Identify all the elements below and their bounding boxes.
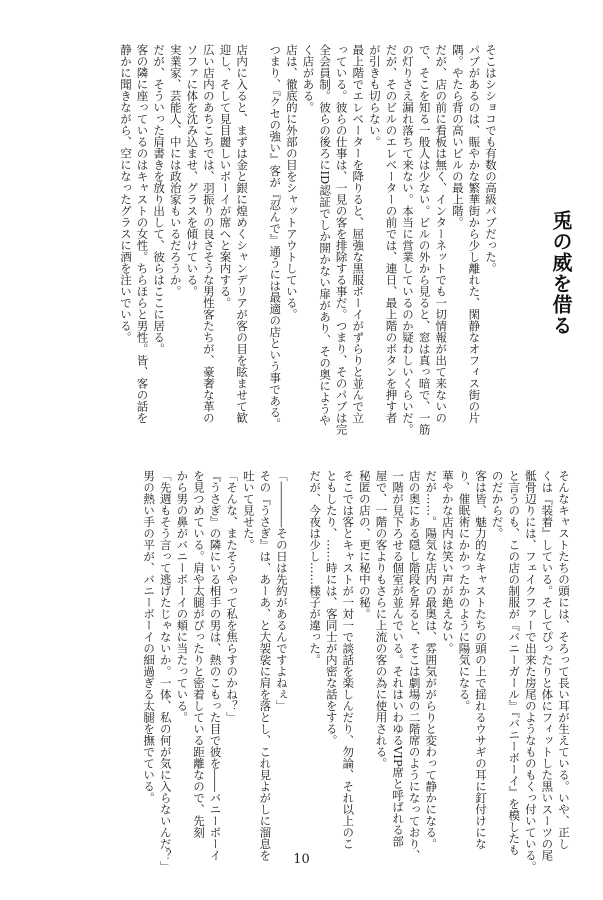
text-line: だが、そのビルのエレベーターの前では、連日、最上階のボタンを押す者	[384, 44, 399, 424]
text-line: り、催眠術にかかったかのように陽気になる。	[457, 470, 472, 712]
page-number: 10	[293, 852, 310, 867]
text-line: 迎し、そして見目麗しいボーイが席へと案内する。	[218, 44, 233, 309]
text-line: 客は皆、魅力的なキャストたちの頭の上で揺れるウサギの耳に釘付けにな	[474, 470, 489, 850]
text-line: 屋で、一階の客よりもさらに上流の客の為に使用される。	[374, 470, 389, 769]
text-line: の灯りさえ漏れ落ちて来ない。本当に営業しているのか疑わしいくらいだ。	[401, 44, 416, 435]
text-line: だが、店の前に看板は無く、インターネットでも一切情報が出て来ないの	[434, 44, 449, 424]
text-line: 『うさぎ』の隣にいる相手の男は、熱のこもった目で彼を――バニーボーイ	[208, 470, 223, 861]
text-line: 秘匿の店の、更に秘中の秘。	[357, 470, 372, 620]
text-line: 広い店内のあちこちでは、羽振りの良さそうな男性客たちが、豪奢な革の	[201, 44, 216, 424]
text-line: だが……。陽気な店内の最奥は、雰囲気ががらりと変わって静かになる。	[424, 470, 439, 850]
upper-text-block	[74, 44, 499, 435]
text-line: っている。彼らの仕事は、一見の客を排除する事だ。つまり、そのパブは完	[334, 44, 349, 435]
text-line: 骶骨辺りには、フェイクファーで出来た房尾のようなものもくっ付いている。	[523, 470, 538, 873]
text-line: ソファに体を沈み込ませ、グラスを傾けている。	[185, 44, 200, 297]
text-line: 店内に入ると、まずは金と銀に煌めくシャンデリアが客の目を眩ませて歓	[235, 44, 250, 424]
text-line: そこはシショコでも有数の高級パブだった。	[484, 44, 498, 274]
text-line: 「――――その日は先約があるんですよねぇ」	[274, 470, 289, 712]
text-line: く店がある。	[301, 44, 316, 113]
text-line: そんなキャストたちの頭には、そろって長い耳が生えている。いや、正し	[557, 470, 571, 850]
text-line: 店は、徹底的に外部の目をシャットアウトしている。	[284, 44, 299, 320]
text-line: 男の熱い手の平が、バニーボーイの細過ぎる太腿を撫でている。	[142, 470, 157, 804]
text-line: つまり、『クセの強い』客が『忍んで』通うには最適の店という事である。	[268, 44, 283, 430]
text-line: 吐いて見せた。	[241, 470, 256, 551]
text-line: 一階が見下ろせる個室が並んでいる。それはいわゆるVIP席と呼ばれる部	[391, 470, 406, 848]
text-line: を見つめている。肩や太腿がぴったりと密着している距離なので、先刻	[191, 470, 206, 838]
text-line: 静かに聞きながら、空になったグラスに酒を注いでいる。	[118, 44, 133, 343]
text-line: 店の奥にある隠し階段を昇ると、そこは劇場の二階席のようになっており、	[407, 470, 422, 861]
text-line: のだからだ。	[490, 470, 505, 539]
text-line: 「そんな、またそうやって私を焦らすのかね？」	[225, 470, 240, 723]
text-line: その『うさぎ』は、あーあ、と大袈裟に肩を落とし、これ見よがしに溜息を	[258, 470, 273, 861]
text-line: だが、そういった肩書きを放り出して、彼らはここに居る。	[152, 44, 167, 355]
text-line: と言うのも、この店の制服が『バニーガール』『バニーボーイ』を模したも	[507, 470, 522, 856]
text-line: 隅。やたら背の高いビルの最上階。	[450, 44, 465, 228]
text-line: だが、今夜は少し……様子が違った。	[308, 470, 323, 666]
text-line: 実業家、芸能人、中には政治家もいるだろうか。	[168, 44, 183, 297]
chapter-title: 兎の威を借る	[549, 210, 573, 336]
text-line: 全会員制。彼らの後ろにID認証でしか開かない扉があり、その奥にようや	[318, 44, 333, 426]
text-line: パブがあるのは、賑やかな繁華街から少し離れた、閑静なオフィス街の片	[467, 44, 482, 424]
text-line: くは『装着』している。そしてぴったりと体にフィットした黒いスーツの尾	[540, 470, 555, 861]
text-line: 「先週もそう言って逃げたじゃないか。一体、私の何が気に入らないんだ？」	[158, 470, 173, 873]
text-line: で、そこを知る一般人は少ない。ビルの外から見ると、窓は真っ暗で、一筋	[417, 44, 432, 435]
text-line: が引きも切らない。	[367, 44, 382, 148]
text-line: そこでは客とキャストが一対一で談話を楽しんだり、勿論、それ以上のこ	[341, 470, 356, 850]
text-line: 最上階でエレベーターを降りると、屈強な黒服ボーイがずらりと並んで立	[351, 44, 366, 424]
text-line: 客の隣に座っているのはキャストの女性。ちらほらと男性。皆、客の話を	[135, 44, 150, 424]
text-line: から男の鼻がバニーボーイの頬に当たっている。	[175, 470, 190, 723]
text-line: ともしたり、……時には、客同士が内密な話をする。	[324, 470, 339, 746]
text-line: 華やかな店内は笑い声が絶えない。	[440, 470, 455, 654]
text-line	[290, 470, 307, 812]
text-line	[250, 44, 267, 420]
